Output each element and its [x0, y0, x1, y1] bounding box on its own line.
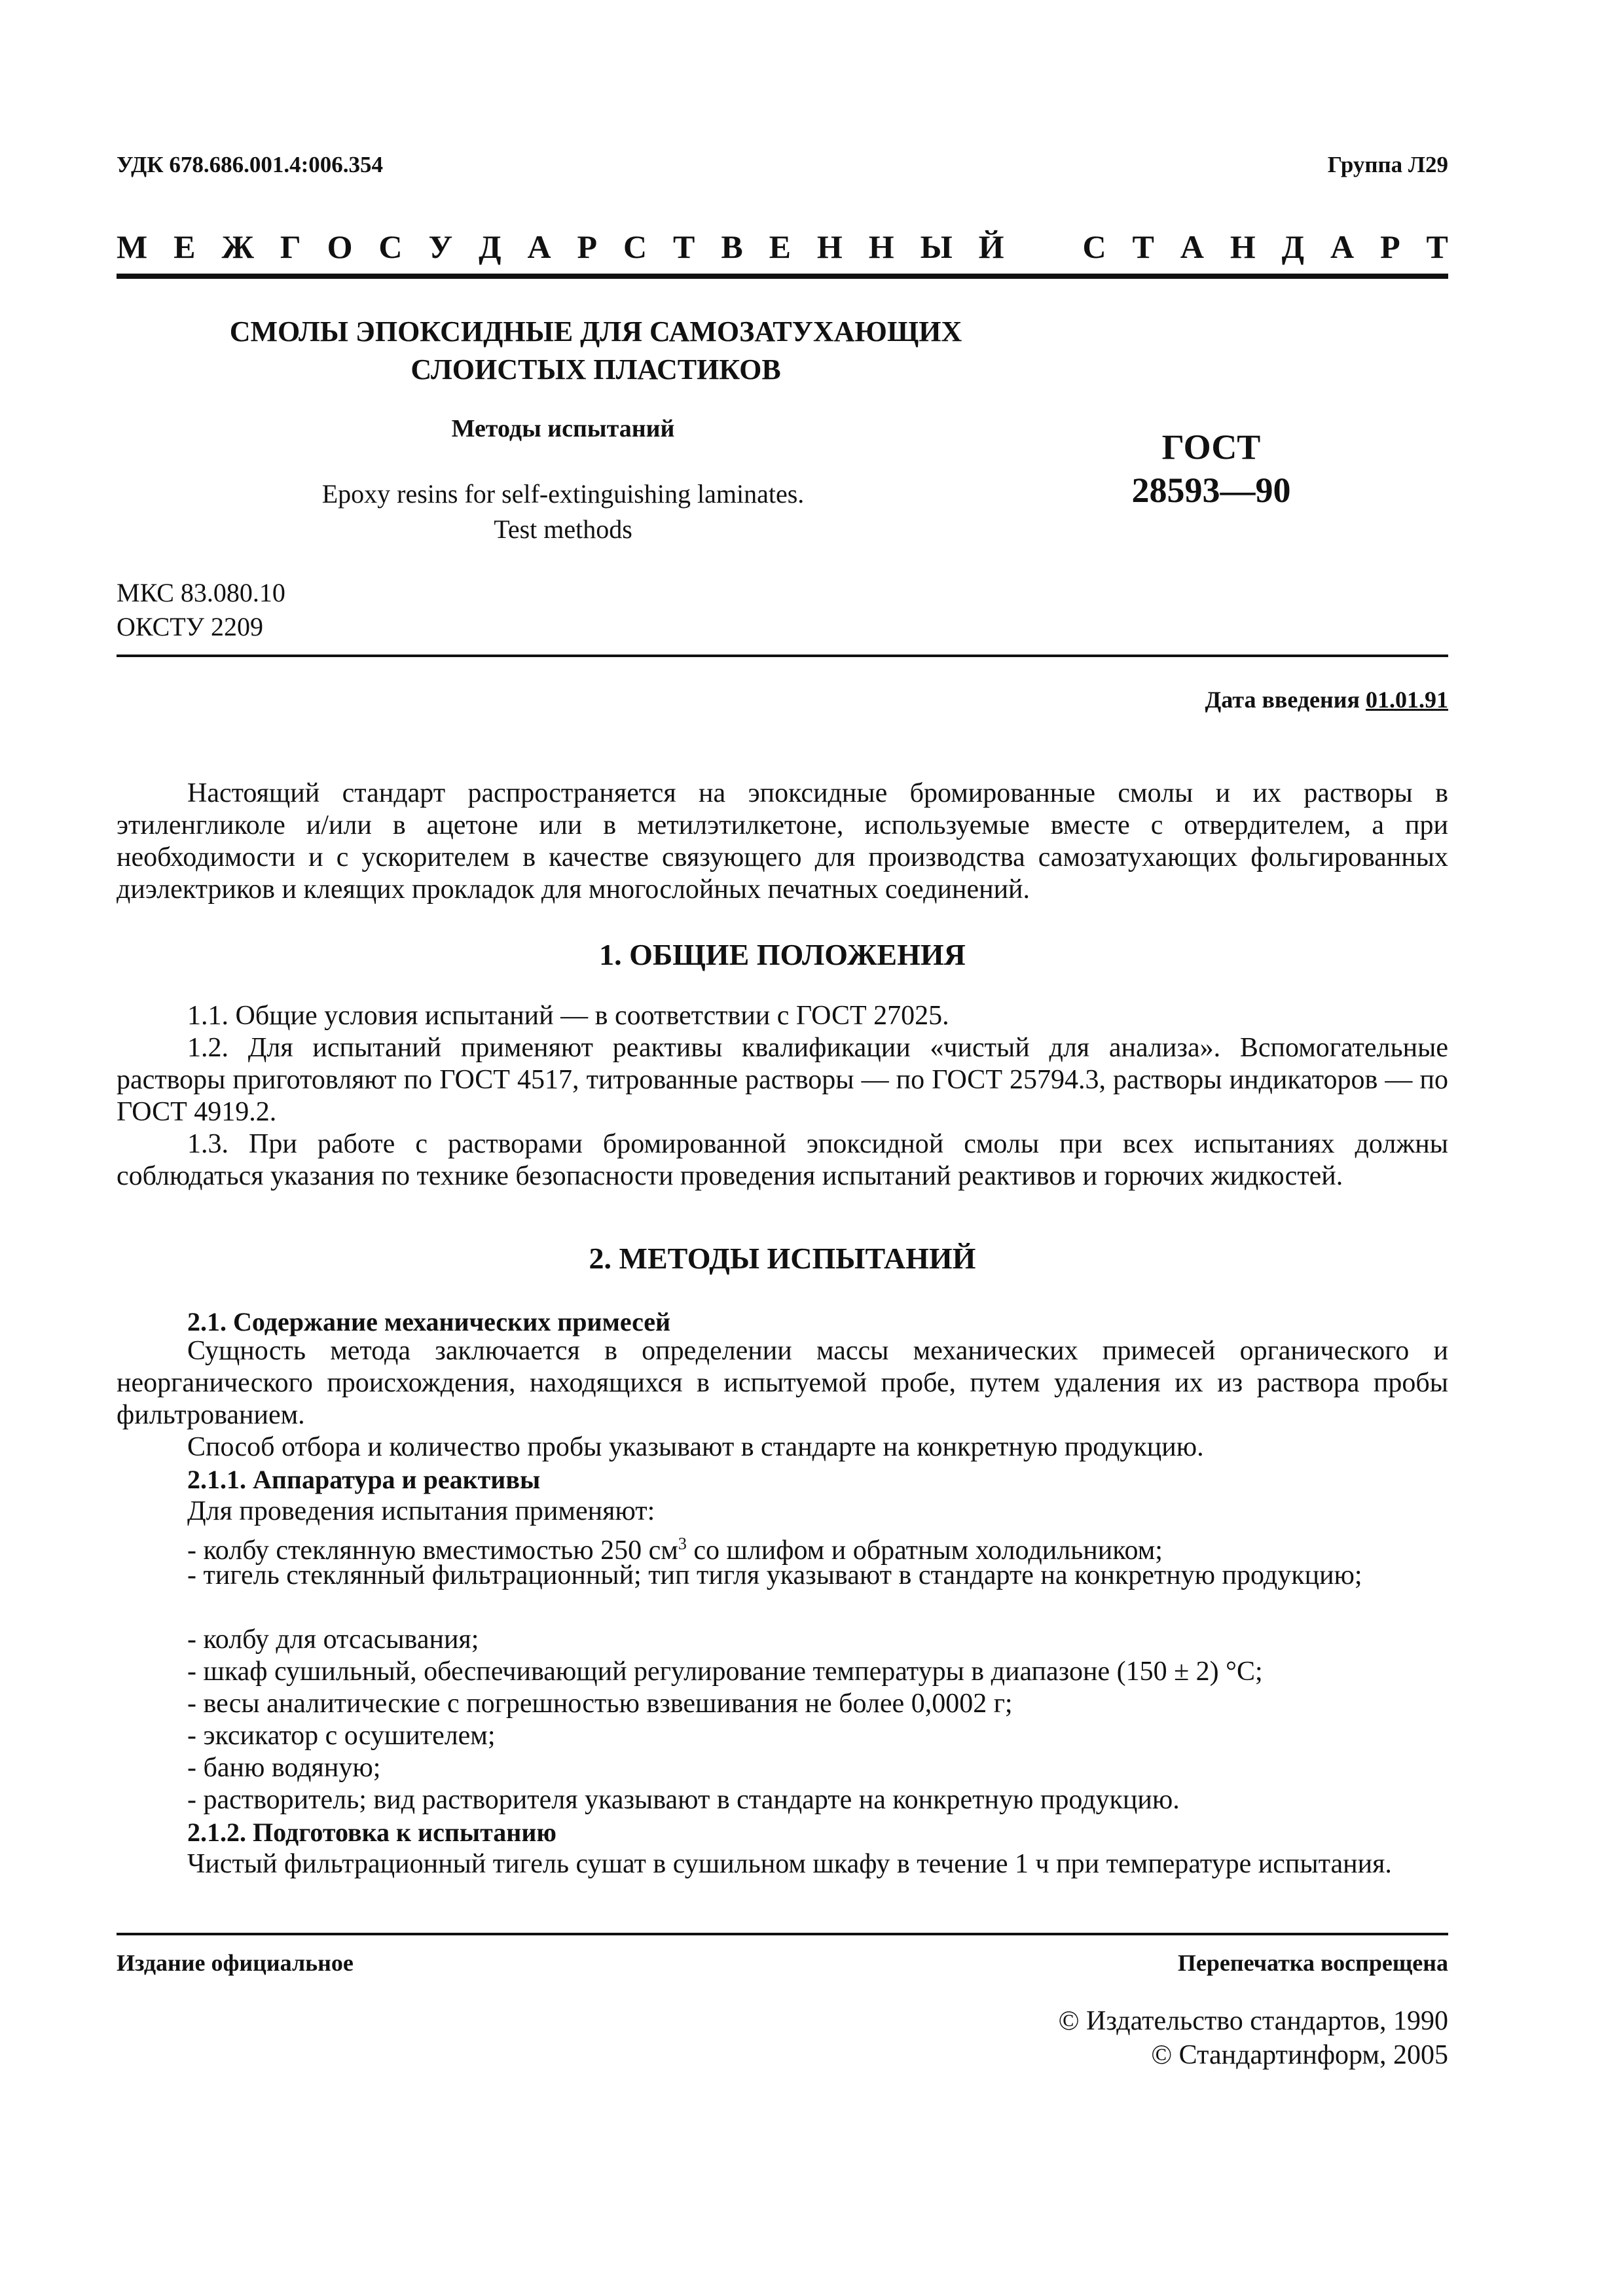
- mks-code: МКС 83.080.10: [117, 578, 285, 607]
- official-edition: Издание официальное: [117, 1950, 354, 1976]
- intro-paragraph: Настоящий стандарт распространяется на эпоксидные бромированные смолы и их растворы в этиленгликоле и/или в ацетоне или в метилэтилкетоне, используемые вместе с отвердителем, а при необходимости и с ускорителем в качестве связующего для производства самозатухающих фольгированных диэлектриков и клеящих прокладок для многослойных печатных соединений.: [117, 778, 1448, 905]
- gost-number: 28593—90: [1131, 471, 1291, 510]
- equipment-item: - эксикатор с осушителем;: [187, 1721, 496, 1751]
- clause-2-1-paragraph: Сущность метода заключается в определении массы механических примесей органического и неорганического происхождения, находящихся в испытуемой пробе, путем удаления их из раствора пробы фильтрованием.: [117, 1336, 1448, 1430]
- okstu-code: ОКСТУ 2209: [117, 612, 264, 641]
- gost-label: ГОСТ: [1161, 427, 1261, 467]
- equipment-item: - растворитель; вид растворителя указывают в стандарте на конкретную продукцию.: [187, 1785, 1180, 1815]
- clause-1-2: 1.2. Для испытаний применяют реактивы квалификации «чистый для анализа». Вспомогательные растворы приготовляют по ГОСТ 4517, титрованные растворы — по ГОСТ 25794.3, растворы индикаторов — по ГОСТ 4919.2.: [117, 1033, 1448, 1127]
- copyright-block: [1059, 2004, 1448, 2072]
- introduction-date-value: 01.01.91: [1366, 687, 1448, 713]
- interstate-standard-heading: М Е Ж Г О С У Д А Р С Т В Е Н Н Ы Й С Т А Н Д А Р Т: [117, 228, 1448, 265]
- clause-1-3: 1.3. При работе с растворами бромированной эпоксидной смолы при всех испытаниях должны соблюдаться указания по технике безопасности проведения испытаний реактивов и горючих жидкостей.: [117, 1129, 1448, 1191]
- equipment-intro: Для проведения испытания применяют:: [187, 1496, 655, 1526]
- equipment-item: - весы аналитические с погрешностью взвешивания не более 0,0002 г;: [187, 1689, 1013, 1719]
- subtitle: Методы испытаний: [451, 415, 675, 442]
- clause-2-1-2-paragraph: Чистый фильтрационный тигель сушат в сушильном шкафу в течение 1 ч при температуре испытания.: [187, 1849, 1392, 1879]
- equipment-item: - колбу для отсасывания;: [187, 1624, 479, 1655]
- equipment-item: - тигель стеклянный фильтрационный; тип тигля указывают в стандарте на конкретную продукцию;: [187, 1560, 1362, 1590]
- equipment-item: - шкаф сушильный, обеспечивающий регулирование температуры в диапазоне (150 ± 2) °С;: [187, 1657, 1263, 1687]
- introduction-date: Дата введения 01.01.91: [1205, 687, 1448, 713]
- clause-2-1-1-heading: 2.1.1. Аппаратура и реактивы: [187, 1465, 541, 1494]
- meta-rule: [117, 655, 1448, 657]
- copyright-1990: © Издательство стандартов, 1990: [1058, 2006, 1448, 2036]
- copyright-2005: © Стандартинформ, 2005: [1151, 2040, 1448, 2070]
- clause-2-1-sampling: Способ отбора и количество пробы указывают в стандарте на конкретную продукцию.: [187, 1432, 1204, 1462]
- document-title: СМОЛЫ ЭПОКСИДНЫЕ ДЛЯ САМОЗАТУХАЮЩИХ СЛОИСТЫХ ПЛАСТИКОВ: [229, 315, 962, 386]
- classification-codes: [117, 576, 285, 644]
- header-row: [117, 152, 1448, 178]
- section-1-heading: 1. ОБЩИЕ ПОЛОЖЕНИЯ: [599, 938, 966, 971]
- gost-number-block: [1074, 425, 1349, 512]
- english-title: Epoxy resins for self-extinguishing laminates. Test methods: [321, 479, 805, 544]
- clause-2-1-heading: 2.1. Содержание механических примесей: [187, 1307, 671, 1336]
- equipment-item: - колбу стеклянную вместимостью 250 $см^3$ со шлифом и обратным холодильником;: [187, 1534, 1163, 1566]
- header-rule: [117, 274, 1448, 279]
- clause-1-1: 1.1. Общие условия испытаний — в соответствии с ГОСТ 27025.: [187, 1001, 949, 1031]
- footer-rule: [117, 1933, 1448, 1935]
- equipment-item: - баню водяную;: [187, 1753, 381, 1783]
- udk-code: УДК 678.686.001.4:006.354: [117, 152, 384, 177]
- section-2-heading: 2. МЕТОДЫ ИСПЫТАНИЙ: [589, 1242, 976, 1275]
- reprint-notice: Перепечатка воспрещена: [1177, 1950, 1448, 1976]
- clause-2-1-2-heading: 2.1.2. Подготовка к испытанию: [187, 1818, 556, 1847]
- group-code: Группа Л29: [1327, 152, 1448, 177]
